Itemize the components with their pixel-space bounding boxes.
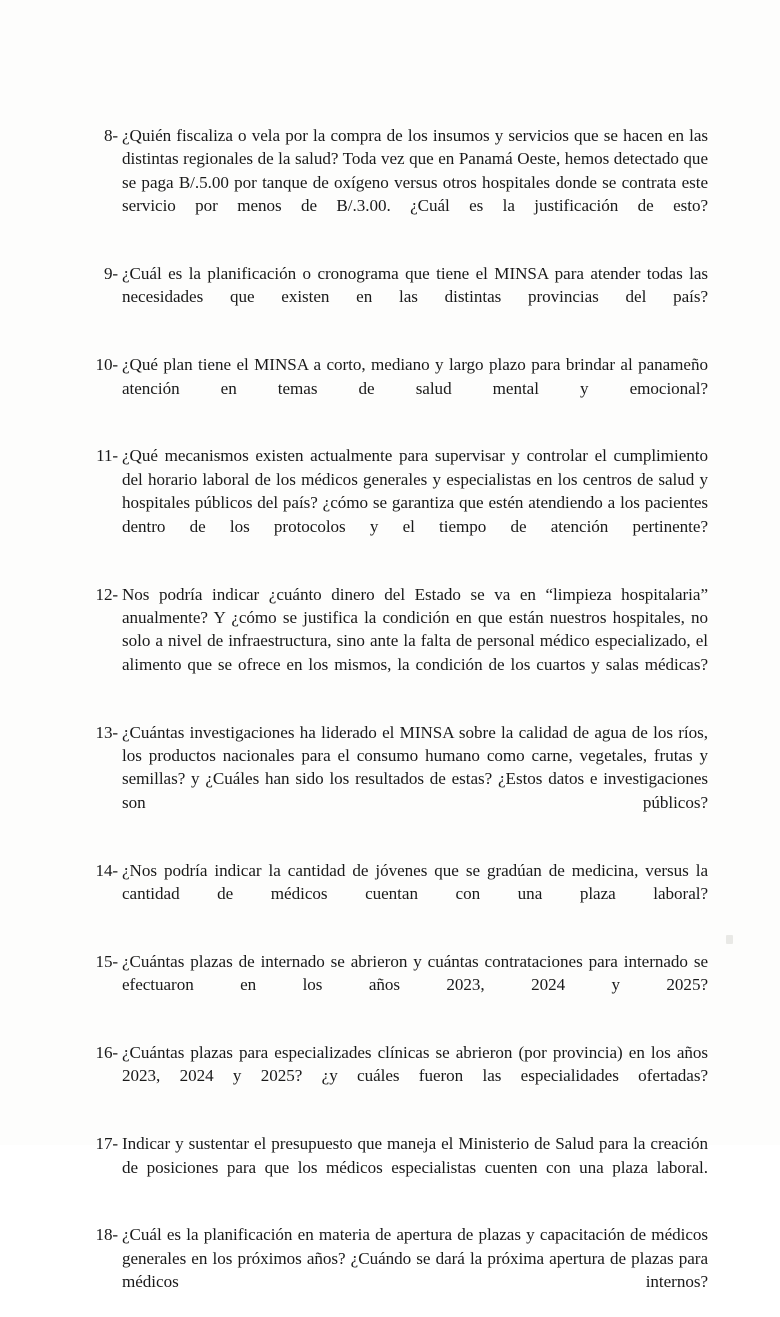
item-text: ¿Cuántas plazas de internado se abrieron y cuántas contrataciones para internado se efectuaron en los años 2023, 2024 y 2025? xyxy=(122,951,708,995)
list-item xyxy=(88,1041,708,1111)
list-item xyxy=(88,1223,708,1317)
scan-artifact-speck xyxy=(726,935,733,944)
list-item xyxy=(88,124,708,241)
list-item xyxy=(88,859,708,929)
list-item xyxy=(88,950,708,1020)
item-text: ¿Nos podría indicar la cantidad de jóvenes que se gradúan de medicina, versus la cantidad de médicos cuentan con una plaza laboral? xyxy=(122,860,708,903)
list-item xyxy=(88,353,708,423)
list-item xyxy=(88,721,708,838)
item-number: 13- xyxy=(95,722,118,742)
item-text: ¿Qué mecanismos existen actualmente para supervisar y controlar el cumplimiento del horario laboral de los médicos generales y especialistas en los centros de salud y hospitales públicos del país? ¿cómo se garantiza que estén atendiendo a los pacientes dentro de los protocolos y el tiempo de atención pertinente? xyxy=(122,446,708,536)
item-number: 9- xyxy=(103,264,118,284)
item-text: Indicar y sustentar el presupuesto que maneja el Ministerio de Salud para la creación de posiciones para que los médicos especialistas cuenten con una plaza laboral. xyxy=(122,1134,708,1177)
item-text: ¿Qué plan tiene el MINSA a corto, mediano y largo plazo para brindar al panameño atención en temas de salud mental y emocional? xyxy=(122,355,708,398)
item-number: 18- xyxy=(95,1225,118,1245)
item-number: 10- xyxy=(95,355,118,375)
question-list xyxy=(88,124,708,1317)
item-number: 11- xyxy=(96,446,118,466)
item-number: 12- xyxy=(95,584,118,604)
list-item xyxy=(88,1132,708,1202)
item-number: 17- xyxy=(95,1134,118,1154)
item-text: ¿Cuántas plazas para especializades clínicas se abrieron (por provincia) en los años 2023, 2024 y 2025? ¿y cuáles fueron las especialidades ofertadas? xyxy=(122,1043,708,1086)
list-item xyxy=(88,262,708,332)
list-item xyxy=(88,583,708,700)
item-text: ¿Cuál es la planificación en materia de apertura de plazas y capacitación de médicos generales en los próximos años? ¿Cuándo se dará la próxima apertura de plazas para médicos internos? xyxy=(122,1225,708,1292)
item-number: 15- xyxy=(95,951,118,971)
item-text: ¿Cuál es la planificación o cronograma que tiene el MINSA para atender todas las necesidades que existen en las distintas provincias del país? xyxy=(122,264,708,307)
item-text: Nos podría indicar ¿cuánto dinero del Estado se va en “limpieza hospitalaria” anualmente? Y ¿cómo se justifica la condición en que están nuestros hospitales, no solo a nivel de infraestructura, sino ante la falta de personal médico especializado, el alimento que se ofrece en los mismos, la condición de los cuartos y salas médicas? xyxy=(122,584,708,674)
item-text: ¿Quién fiscaliza o vela por la compra de los insumos y servicios que se hacen en las distintas regionales de la salud? Toda vez que en Panamá Oeste, hemos detectado que se paga B/.5.00 por tanque de oxígeno versus otros hospitales donde se contrata este servicio por menos de B/.3.00. ¿Cuál es la justificación de esto? xyxy=(122,126,708,216)
item-number: 14- xyxy=(95,860,118,880)
item-number: 16- xyxy=(95,1043,118,1062)
list-item xyxy=(88,444,708,561)
item-number: 8- xyxy=(103,126,118,145)
item-text: ¿Cuántas investigaciones ha liderado el MINSA sobre la calidad de agua de los ríos, los productos nacionales para el consumo humano como carne, vegetales, frutas y semillas? y ¿Cuáles han sido los resultados de estas? ¿Estos datos e investigaciones son públicos? xyxy=(122,722,708,812)
